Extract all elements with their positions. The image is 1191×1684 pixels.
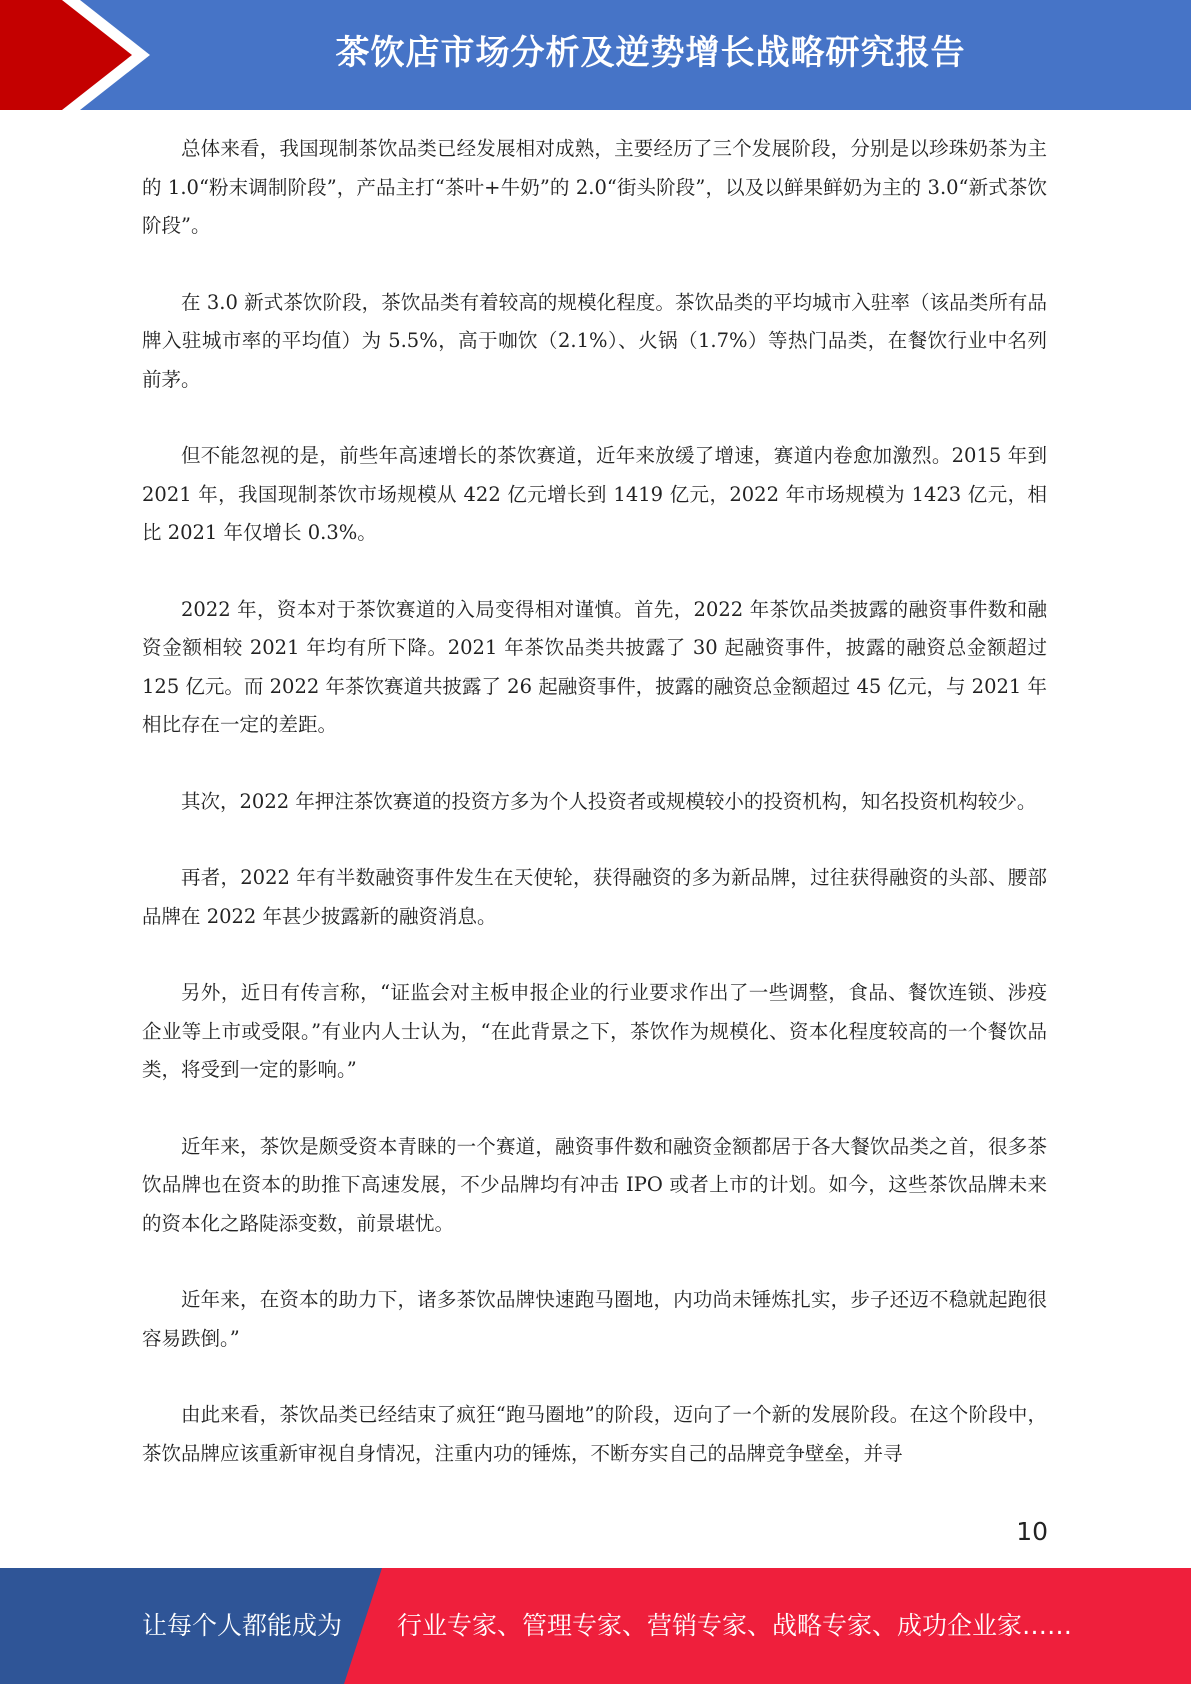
paragraph: 再者，2022 年有半数融资事件发生在天使轮，获得融资的多为新品牌，过往获得融资的头部、腰部品牌在 2022 年甚少披露新的融资消息。	[142, 866, 1047, 928]
report-title: 茶饮店市场分析及逆势增长战略研究报告	[335, 33, 966, 73]
paragraph: 近年来，在资本的助力下，诸多茶饮品牌快速跑马圈地，内功尚未锤炼扎实，步子还迈不稳就起跑很容易跌倒。”	[142, 1288, 1047, 1350]
paragraph: 但不能忽视的是，前些年高速增长的茶饮赛道，近年来放缓了增速，赛道内卷愈加激烈。2015 年到 2021 年，我国现制茶饮市场规模从 422 亿元增长到 1419 亿元，2022 年市场规模为 1423 亿元，相比 2021 年仅增长 0.3%。	[142, 444, 1047, 544]
paragraph: 另外，近日有传言称，“证监会对主板申报企业的行业要求作出了一些调整，食品、餐饮连锁、涉疫企业等上市或受限。”有业内人士认为，“在此背景之下，茶饮作为规模化、资本化程度较高的一个餐饮品类，将受到一定的影响。”	[142, 981, 1047, 1081]
page-footer	[0, 1568, 1191, 1684]
page-number: 10	[1016, 1517, 1048, 1546]
page-header	[0, 0, 1191, 110]
red-arrow-decoration	[0, 0, 150, 110]
footer-slogan-left: 让每个人都能成为	[142, 1611, 343, 1640]
paragraph: 2022 年，资本对于茶饮赛道的入局变得相对谨慎。首先，2022 年茶饮品类披露的融资事件数和融资金额相较 2021 年均有所下降。2021 年茶饮品类共披露了 30 起融资事件，披露的融资总金额超过 125 亿元。而 2022 年茶饮赛道共披露了 26 起融资事件，披露的融资总金额超过 45 亿元，与 2021 年相比存在一定的差距。	[142, 597, 1047, 736]
body-text	[142, 130, 1047, 1511]
paragraph: 其次，2022 年押注茶饮赛道的投资方多为个人投资者或规模较小的投资机构，知名投资机构较少。	[181, 789, 1037, 813]
footer-slogan-right: 行业专家、管理专家、营销专家、战略专家、成功企业家……	[397, 1611, 1073, 1640]
paragraph: 由此来看，茶饮品类已经结束了疯狂“跑马圈地”的阶段，迈向了一个新的发展阶段。在这个阶段中，茶饮品牌应该重新审视自身情况，注重内功的锤炼，不断夯实自己的品牌竞争壁垒，并寻	[142, 1403, 1047, 1465]
paragraph: 在 3.0 新式茶饮阶段，茶饮品类有着较高的规模化程度。茶饮品类的平均城市入驻率（该品类所有品牌入驻城市率的平均值）为 5.5%，高于咖饮（2.1%）、火锅（1.7%）等热门品类，在餐饮行业中名列前茅。	[142, 290, 1047, 391]
paragraph: 近年来，茶饮是颇受资本青睐的一个赛道，融资事件数和融资金额都居于各大餐饮品类之首，很多茶饮品牌也在资本的助推下高速发展，不少品牌均有冲击 IPO 或者上市的计划。如今，这些茶饮品牌未来的资本化之路陡添变数，前景堪忧。	[142, 1134, 1047, 1235]
paragraph: 总体来看，我国现制茶饮品类已经发展相对成熟，主要经历了三个发展阶段，分别是以珍珠奶茶为主的 1.0“粉末调制阶段”，产品主打“茶叶+牛奶”的 2.0“街头阶段”，以及以鲜果鲜奶为主的 3.0“新式茶饮阶段”。	[142, 137, 1047, 237]
